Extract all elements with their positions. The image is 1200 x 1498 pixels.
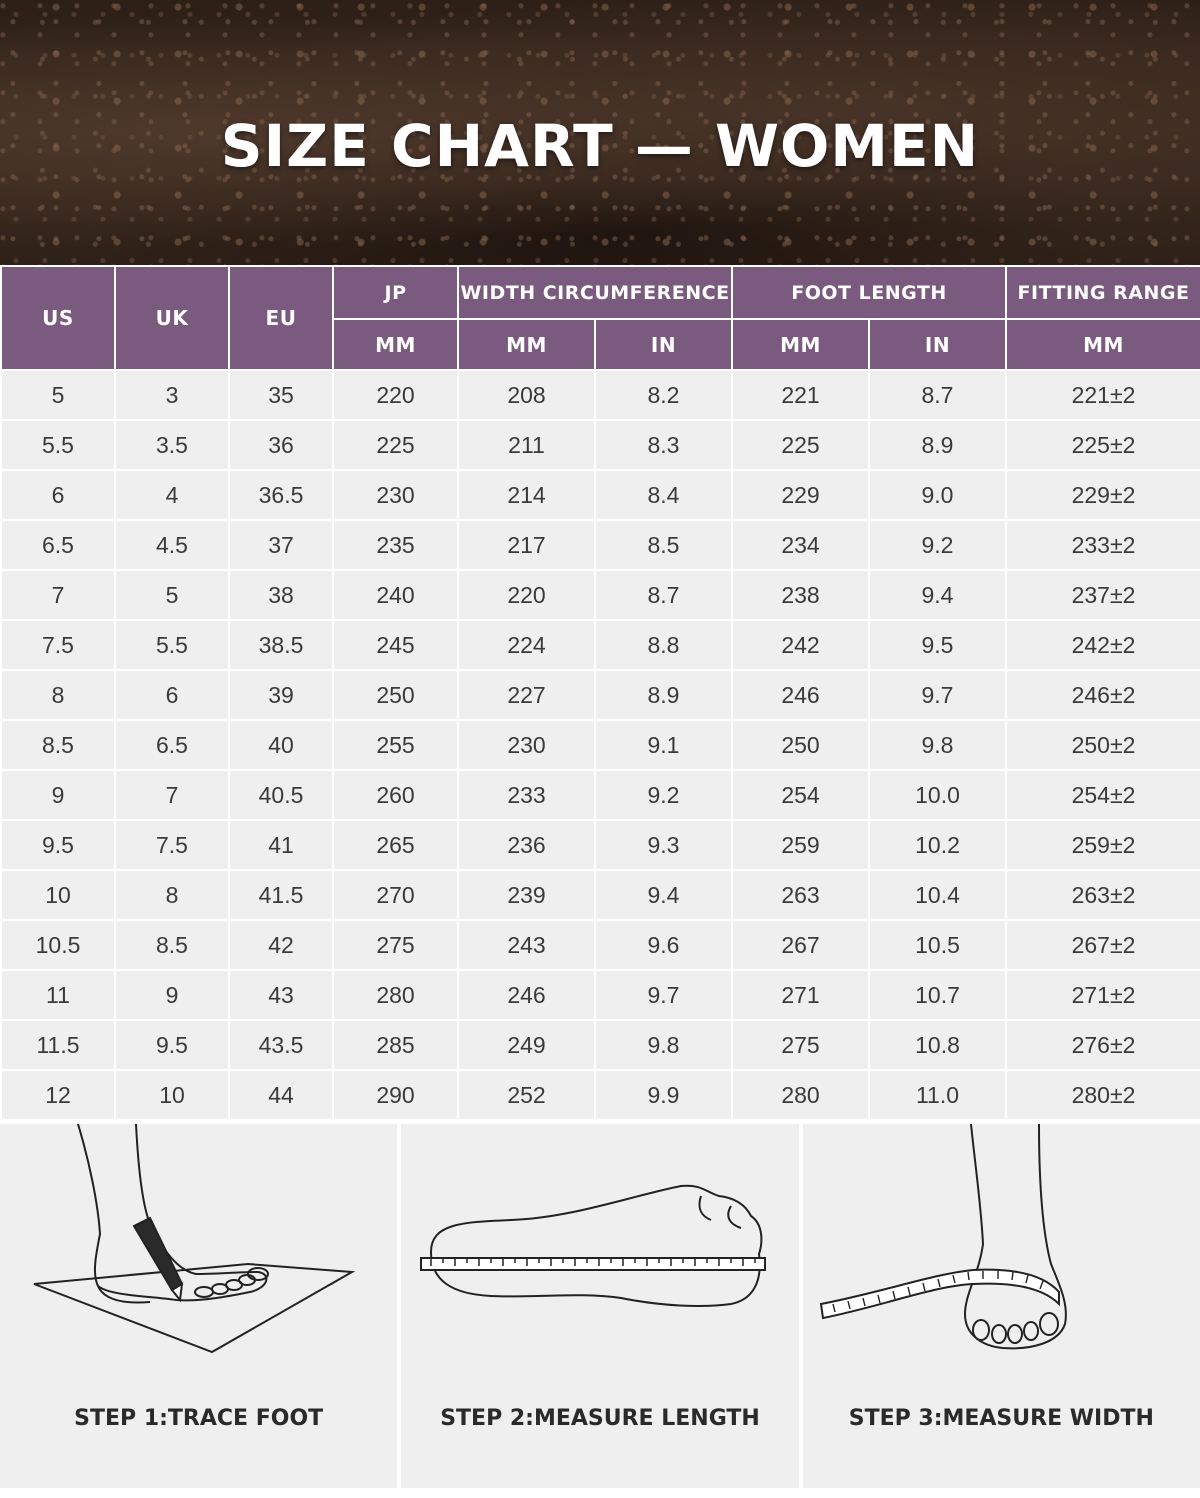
header-eu: EU: [229, 266, 333, 370]
table-cell: 9.0: [869, 470, 1006, 520]
table-cell: 9: [1, 770, 115, 820]
table-cell: 8.9: [869, 420, 1006, 470]
table-cell: 8: [1, 670, 115, 720]
table-cell: 9.6: [595, 920, 732, 970]
table-cell: 271: [732, 970, 869, 1020]
table-cell: 252: [458, 1070, 595, 1120]
table-cell: 249: [458, 1020, 595, 1070]
table-cell: 44: [229, 1070, 333, 1120]
table-cell: 35: [229, 370, 333, 420]
size-table-body: [1, 370, 1200, 1120]
table-row: [1, 1020, 1200, 1070]
measure-length-illustration: [401, 1124, 797, 1488]
table-cell: 235: [333, 520, 458, 570]
table-cell: 9.8: [595, 1020, 732, 1070]
table-cell: 260: [333, 770, 458, 820]
table-cell: 267: [732, 920, 869, 970]
table-cell: 10.5: [869, 920, 1006, 970]
table-cell: 9.5: [869, 620, 1006, 670]
table-cell: 208: [458, 370, 595, 420]
table-cell: 11: [1, 970, 115, 1020]
table-cell: 217: [458, 520, 595, 570]
table-cell: 246: [458, 970, 595, 1020]
table-cell: 36.5: [229, 470, 333, 520]
table-cell: 229: [732, 470, 869, 520]
table-cell: 11.5: [1, 1020, 115, 1070]
table-cell: 236: [458, 820, 595, 870]
table-cell: 225: [333, 420, 458, 470]
table-cell: 9.8: [869, 720, 1006, 770]
table-cell: 250±2: [1006, 720, 1200, 770]
table-cell: 37: [229, 520, 333, 570]
step-trace-foot: [0, 1124, 397, 1488]
table-cell: 8.7: [869, 370, 1006, 420]
table-cell: 8.8: [595, 620, 732, 670]
table-cell: 263: [732, 870, 869, 920]
table-cell: 6.5: [1, 520, 115, 570]
table-cell: 9.4: [869, 570, 1006, 620]
table-cell: 9.5: [115, 1020, 229, 1070]
header-width-circumference: WIDTH CIRCUMFERENCE: [458, 266, 732, 319]
table-cell: 8.5: [1, 720, 115, 770]
table-cell: 6: [1, 470, 115, 520]
table-cell: 11.0: [869, 1070, 1006, 1120]
table-cell: 233±2: [1006, 520, 1200, 570]
subheader-width-mm: MM: [458, 319, 595, 370]
table-cell: 4.5: [115, 520, 229, 570]
subheader-fitting-mm: MM: [1006, 319, 1200, 370]
table-cell: 40.5: [229, 770, 333, 820]
table-cell: 242±2: [1006, 620, 1200, 670]
table-cell: 275: [333, 920, 458, 970]
table-cell: 254: [732, 770, 869, 820]
size-table: [0, 265, 1200, 1121]
table-row: [1, 520, 1200, 570]
table-cell: 255: [333, 720, 458, 770]
subheader-length-mm: MM: [732, 319, 869, 370]
table-cell: 9.7: [869, 670, 1006, 720]
table-cell: 221: [732, 370, 869, 420]
table-cell: 38.5: [229, 620, 333, 670]
step3-label: STEP 3:MEASURE WIDTH: [848, 1406, 1154, 1431]
table-cell: 36: [229, 420, 333, 470]
table-cell: 259: [732, 820, 869, 870]
table-cell: 221±2: [1006, 370, 1200, 420]
step1-label: STEP 1:TRACE FOOT: [74, 1406, 324, 1431]
table-cell: 5: [115, 570, 229, 620]
foot-side-icon: [431, 1186, 761, 1306]
table-row: [1, 870, 1200, 920]
table-cell: 280: [333, 970, 458, 1020]
table-cell: 10.2: [869, 820, 1006, 870]
table-cell: 10.7: [869, 970, 1006, 1020]
tape-measure-icon: [821, 1270, 1059, 1318]
table-cell: 9.2: [869, 520, 1006, 570]
pencil-icon: [134, 1218, 182, 1300]
foot-front-icon: [965, 1124, 1066, 1348]
table-row: [1, 370, 1200, 420]
table-cell: 7: [115, 770, 229, 820]
table-row: [1, 620, 1200, 670]
table-cell: 9.5: [1, 820, 115, 870]
table-cell: 6.5: [115, 720, 229, 770]
header-uk: UK: [115, 266, 229, 370]
table-row: [1, 820, 1200, 870]
table-cell: 280±2: [1006, 1070, 1200, 1120]
header-fitting-range: FITTING RANGE: [1006, 266, 1200, 319]
table-cell: 271±2: [1006, 970, 1200, 1020]
table-cell: 8: [115, 870, 229, 920]
table-cell: 250: [333, 670, 458, 720]
table-cell: 229±2: [1006, 470, 1200, 520]
table-cell: 230: [333, 470, 458, 520]
table-cell: 225: [732, 420, 869, 470]
table-cell: 3.5: [115, 420, 229, 470]
table-cell: 5.5: [115, 620, 229, 670]
table-cell: 224: [458, 620, 595, 670]
table-cell: 8.2: [595, 370, 732, 420]
step-measure-width: [803, 1124, 1200, 1488]
table-cell: 7: [1, 570, 115, 620]
table-cell: 280: [732, 1070, 869, 1120]
table-cell: 10.8: [869, 1020, 1006, 1070]
table-cell: 238: [732, 570, 869, 620]
table-cell: 276±2: [1006, 1020, 1200, 1070]
table-cell: 285: [333, 1020, 458, 1070]
paper-icon: [34, 1264, 352, 1352]
table-cell: 243: [458, 920, 595, 970]
table-cell: 246±2: [1006, 670, 1200, 720]
table-cell: 10.0: [869, 770, 1006, 820]
measure-width-illustration: [803, 1124, 1199, 1488]
table-cell: 39: [229, 670, 333, 720]
table-cell: 233: [458, 770, 595, 820]
table-cell: 211: [458, 420, 595, 470]
table-cell: 42: [229, 920, 333, 970]
table-cell: 245: [333, 620, 458, 670]
header-us: US: [1, 266, 115, 370]
table-cell: 38: [229, 570, 333, 620]
header-jp: JP: [333, 266, 458, 319]
table-cell: 225±2: [1006, 420, 1200, 470]
table-cell: 250: [732, 720, 869, 770]
table-cell: 10: [1, 870, 115, 920]
subheader-width-in: IN: [595, 319, 732, 370]
table-cell: 7.5: [115, 820, 229, 870]
table-cell: 246: [732, 670, 869, 720]
table-cell: 267±2: [1006, 920, 1200, 970]
table-cell: 265: [333, 820, 458, 870]
table-cell: 10.4: [869, 870, 1006, 920]
table-cell: 12: [1, 1070, 115, 1120]
table-row: [1, 470, 1200, 520]
table-row: [1, 720, 1200, 770]
table-cell: 214: [458, 470, 595, 520]
table-cell: 41: [229, 820, 333, 870]
ruler-icon: [421, 1258, 765, 1270]
table-cell: 3: [115, 370, 229, 420]
table-cell: 9.1: [595, 720, 732, 770]
table-cell: 227: [458, 670, 595, 720]
table-row: [1, 970, 1200, 1020]
header-foot-length: FOOT LENGTH: [732, 266, 1006, 319]
trace-foot-illustration: [0, 1124, 396, 1488]
table-cell: 230: [458, 720, 595, 770]
table-cell: 254±2: [1006, 770, 1200, 820]
table-row: [1, 670, 1200, 720]
table-cell: 239: [458, 870, 595, 920]
table-cell: 263±2: [1006, 870, 1200, 920]
table-cell: 41.5: [229, 870, 333, 920]
soil-banner: [0, 0, 1200, 265]
table-cell: 8.3: [595, 420, 732, 470]
table-cell: 234: [732, 520, 869, 570]
table-cell: 242: [732, 620, 869, 670]
table-cell: 220: [458, 570, 595, 620]
table-row: [1, 920, 1200, 970]
page-title: SIZE CHART — WOMEN: [220, 112, 980, 180]
table-cell: 6: [115, 670, 229, 720]
table-cell: 290: [333, 1070, 458, 1120]
subheader-length-in: IN: [869, 319, 1006, 370]
table-cell: 9.9: [595, 1070, 732, 1120]
table-cell: 270: [333, 870, 458, 920]
table-cell: 8.7: [595, 570, 732, 620]
table-cell: 5: [1, 370, 115, 420]
table-cell: 9: [115, 970, 229, 1020]
table-cell: 8.9: [595, 670, 732, 720]
table-cell: 275: [732, 1020, 869, 1070]
table-cell: 5.5: [1, 420, 115, 470]
step2-label: STEP 2:MEASURE LENGTH: [440, 1406, 760, 1431]
subheader-jp-mm: MM: [333, 319, 458, 370]
table-cell: 43.5: [229, 1020, 333, 1070]
table-cell: 237±2: [1006, 570, 1200, 620]
table-cell: 9.7: [595, 970, 732, 1020]
table-row: [1, 570, 1200, 620]
table-cell: 10.5: [1, 920, 115, 970]
table-cell: 220: [333, 370, 458, 420]
table-cell: 9.2: [595, 770, 732, 820]
measuring-steps: [0, 1124, 1200, 1488]
table-cell: 259±2: [1006, 820, 1200, 870]
table-cell: 8.5: [595, 520, 732, 570]
table-row: [1, 770, 1200, 820]
table-cell: 10: [115, 1070, 229, 1120]
table-cell: 9.4: [595, 870, 732, 920]
table-cell: 9.3: [595, 820, 732, 870]
table-row: [1, 420, 1200, 470]
table-cell: 40: [229, 720, 333, 770]
table-cell: 8.4: [595, 470, 732, 520]
table-cell: 43: [229, 970, 333, 1020]
table-cell: 4: [115, 470, 229, 520]
table-cell: 7.5: [1, 620, 115, 670]
table-row: [1, 1070, 1200, 1120]
table-cell: 240: [333, 570, 458, 620]
table-cell: 8.5: [115, 920, 229, 970]
step-measure-length: [401, 1124, 798, 1488]
